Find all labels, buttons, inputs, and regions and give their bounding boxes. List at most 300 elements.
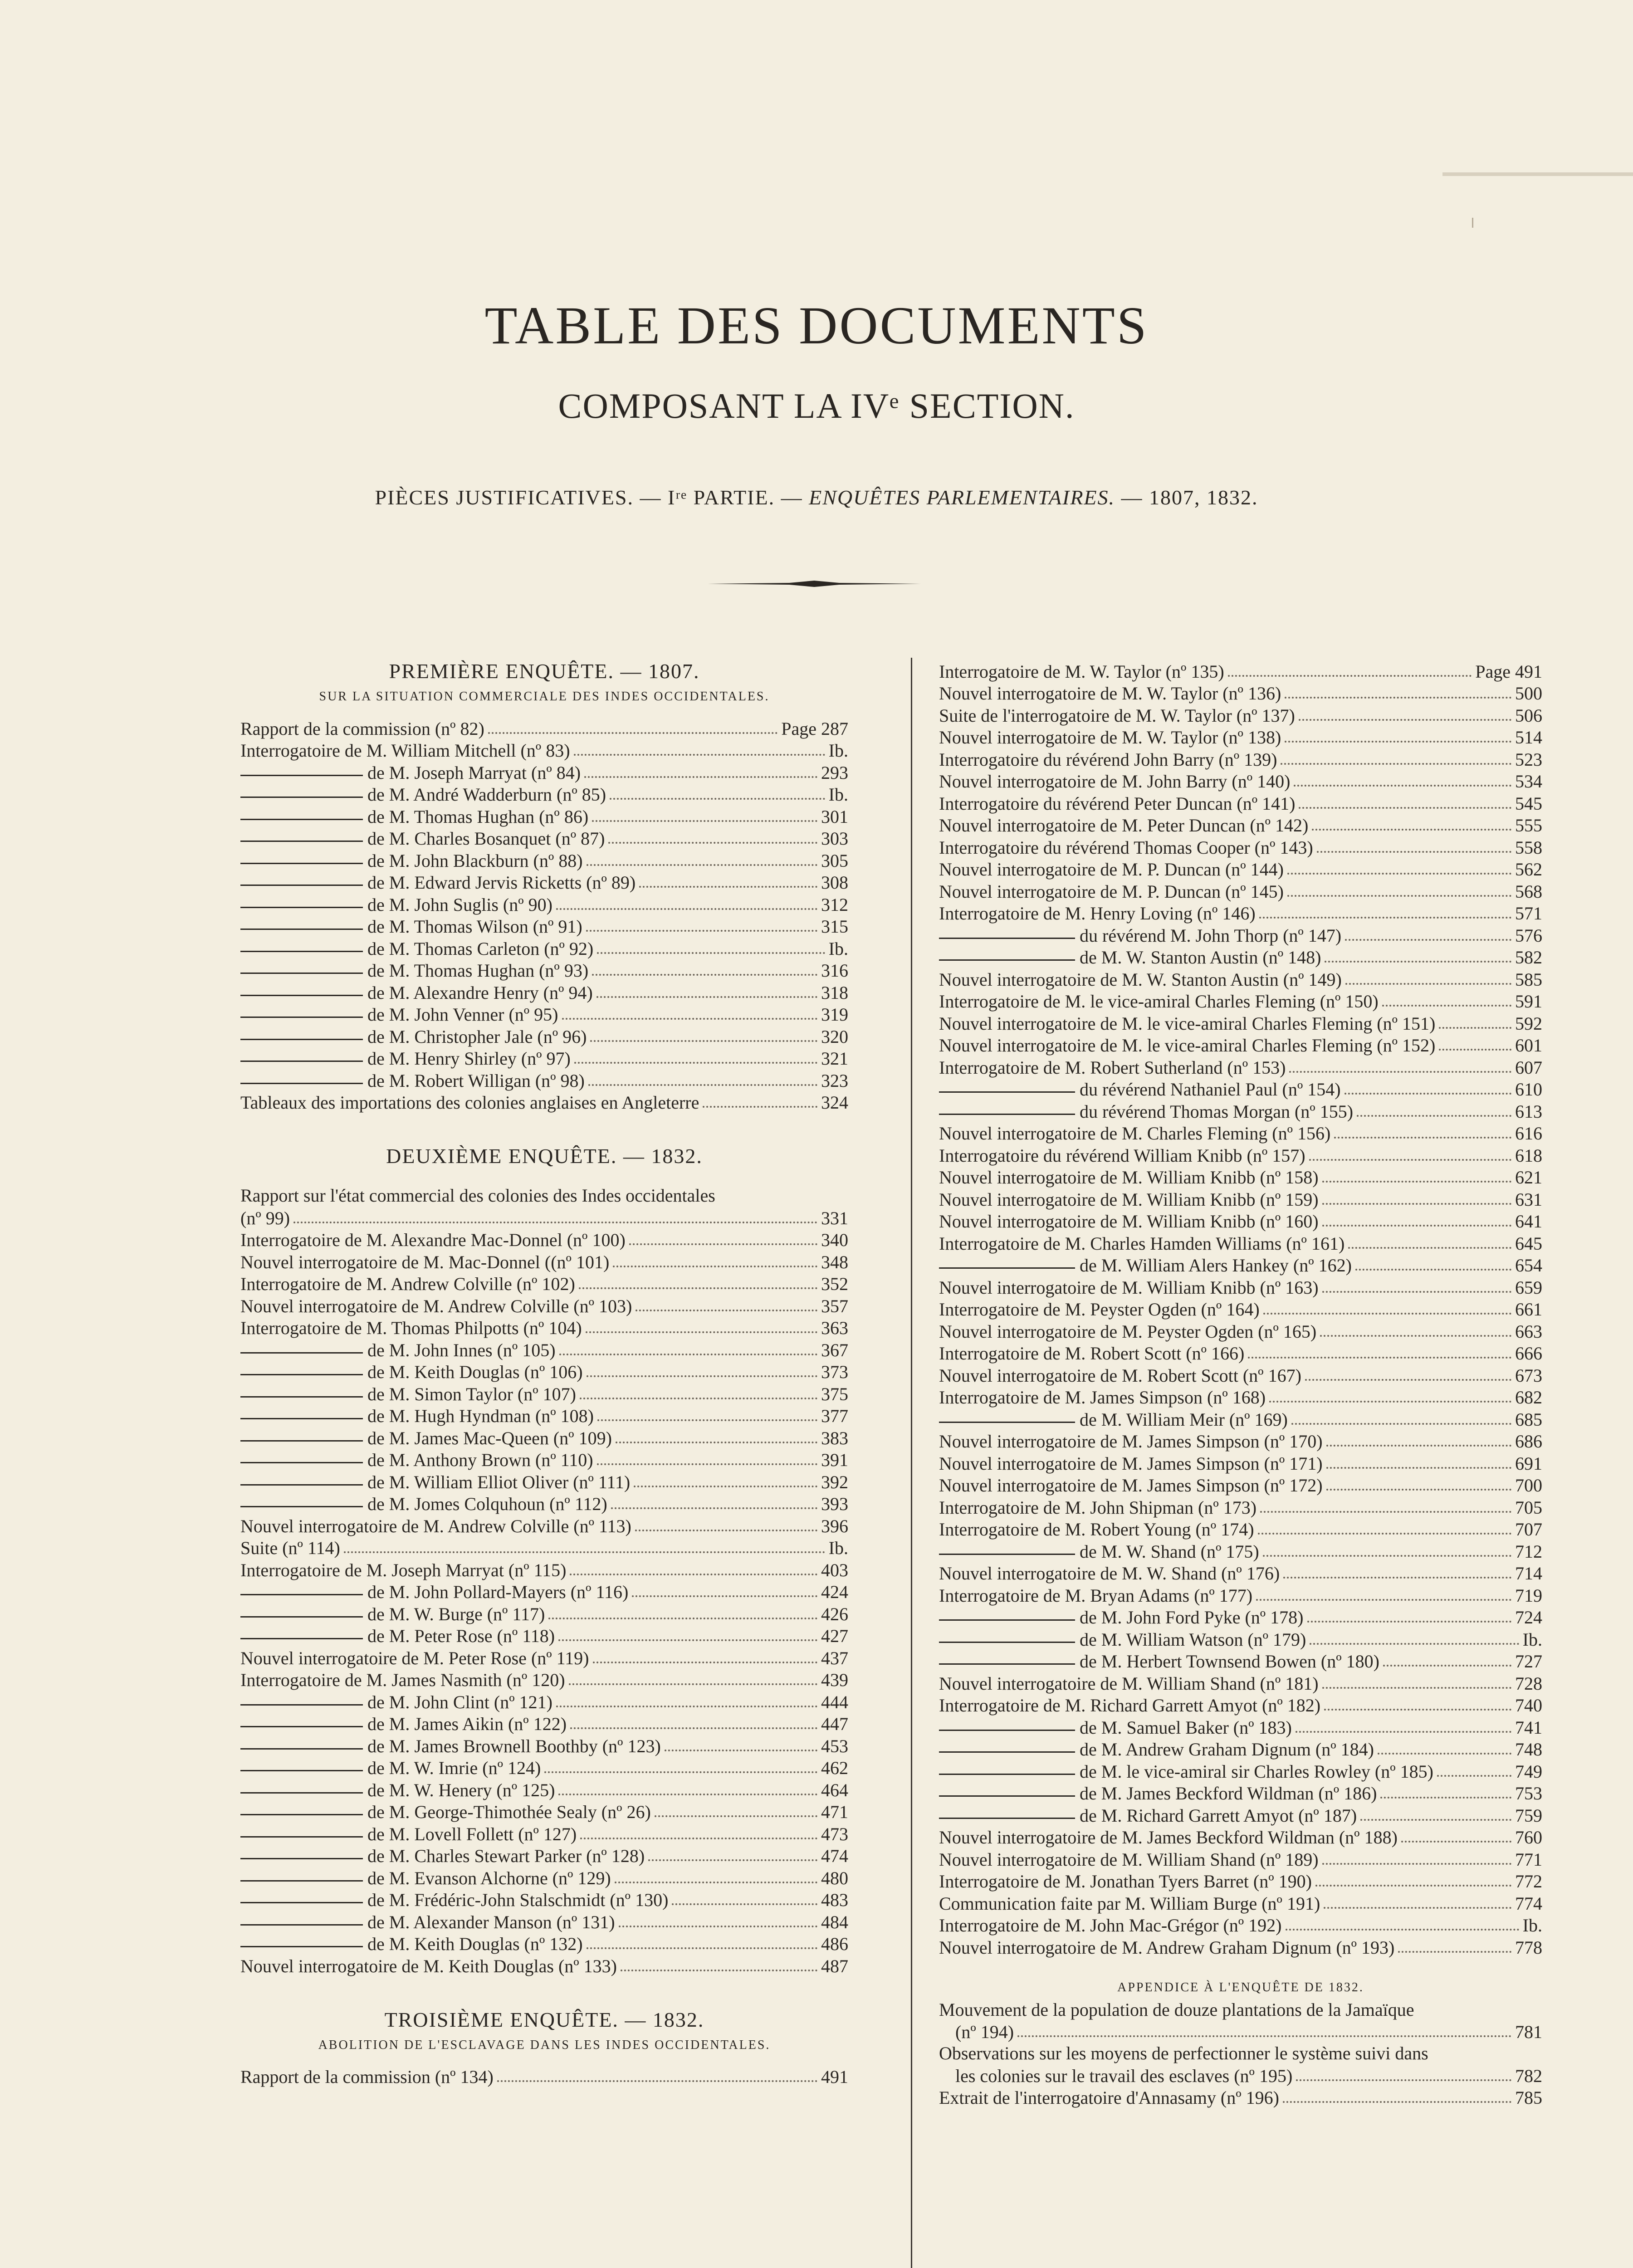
entry-page: 607 [1515,1057,1542,1078]
ditto-rule [240,863,363,864]
entry-text: de M. John Pollard-Mayers (nº 116) [367,1582,629,1602]
leader-dots [621,1970,817,1971]
leader-dots [1334,1137,1511,1139]
entry-text: de M. Thomas Carleton (nº 92) [367,938,594,959]
leader-dots [703,1106,817,1108]
toc-entry[interactable] [240,1339,848,1361]
toc-entry[interactable] [939,1804,1542,1826]
entry-page: 576 [1515,925,1542,946]
entry-page: 700 [1515,1475,1542,1496]
leader-dots [616,1442,817,1443]
leader-dots [629,1243,817,1245]
toc-entry[interactable] [939,1386,1542,1408]
toc-entry[interactable] [939,1144,1542,1166]
toc-entry[interactable] [939,1100,1542,1122]
entry-text: de M. Herbert Townsend Bowen (nº 180) [1080,1651,1379,1672]
ditto-rule [240,1616,363,1618]
toc-entry[interactable] [240,1955,848,1977]
entry-page: 375 [821,1383,848,1404]
leader-dots [1309,1159,1511,1161]
toc-entry[interactable] [939,1936,1542,1958]
toc-entry[interactable] [240,1295,848,1317]
entry-page: 483 [821,1890,848,1910]
entry-text: Nouvel interrogatoire de M. le vice-amiral Charles Fleming (nº 151) [939,1013,1436,1034]
toc-entry[interactable] [240,717,848,739]
toc-entry[interactable] [939,924,1542,946]
toc-entry[interactable] [939,968,1542,990]
entry-text: Interrogatoire du révérend Thomas Cooper (nº 143) [939,837,1313,858]
toc-entry[interactable] [939,1716,1542,1738]
toc-entry[interactable] [240,1581,848,1603]
ditto-rule [240,1814,363,1815]
toc-entry[interactable] [939,1056,1542,1078]
toc-entry[interactable] [240,1735,848,1757]
leader-dots [558,1639,817,1641]
entry-page: 571 [1515,903,1542,924]
toc-entry[interactable] [939,1848,1542,1870]
entry-page: 403 [821,1559,848,1580]
entry-text: Nouvel interrogatoire de M. Robert Scott (nº 167) [939,1365,1301,1386]
entry-text: de M. Edward Jervis Ricketts (nº 89) [367,872,636,893]
leader-dots [1285,741,1511,743]
toc-entry[interactable] [939,1650,1542,1672]
ditto-rule [240,1352,363,1354]
leader-dots [1317,851,1511,853]
leader-dots [344,1551,825,1553]
entry-text: Nouvel interrogatoire de M. Peter Duncan (nº 142) [939,815,1309,836]
toc-entry[interactable] [939,1496,1542,1518]
appendix-list [939,1999,1542,2087]
toc-entry[interactable] [240,2066,848,2088]
entry-page: 714 [1515,1563,1542,1584]
leader-dots [1437,1775,1511,1777]
ditto-rule [240,1506,363,1507]
entry-text-cont: (nº 194) [955,2022,1014,2042]
entry-page: 424 [821,1582,848,1602]
toc-entry[interactable] [939,1518,1542,1540]
toc-entry[interactable] [240,937,848,959]
toc-entry[interactable] [939,1342,1542,1364]
entry-text: Rapport sur l'état commercial des colonies des Indes occidentales [240,1185,715,1206]
entry-text: de M. Anthony Brown (nº 110) [367,1450,593,1470]
entry-text: Nouvel interrogatoire de M. W. Taylor (nº 138) [939,727,1281,748]
part-years: — 1807, 1832. [1115,486,1258,509]
leader-dots [1326,1445,1511,1447]
toc-entry[interactable] [240,1713,848,1735]
leader-dots [648,1859,817,1861]
leader-dots [1326,1467,1511,1469]
entry-text: de M. Henry Shirley (nº 97) [367,1048,571,1069]
entry-page: 439 [821,1670,848,1690]
entry-text: de M. W. Shand (nº 175) [1080,1541,1259,1562]
entry-page: 427 [821,1626,848,1646]
toc-entry[interactable] [939,1782,1542,1804]
entry-page: 771 [1515,1849,1542,1870]
toc-entry[interactable] [240,1383,848,1405]
toc-entry[interactable] [240,981,848,1003]
toc-entry[interactable] [939,1012,1542,1034]
column-divider [911,658,912,2268]
toc-entry[interactable] [939,1760,1542,1782]
entry-page: 749 [1515,1761,1542,1782]
toc-entry[interactable] [939,814,1542,836]
toc-entry[interactable] [240,915,848,938]
ditto-rule [240,1418,363,1419]
ditto-rule [939,938,1075,939]
toc-entry[interactable] [939,1672,1542,1694]
entry-page: 301 [821,806,848,827]
toc-entry[interactable] [939,1452,1542,1474]
toc-entry[interactable] [939,1364,1542,1386]
entry-page: 462 [821,1758,848,1778]
entry-page: 621 [1515,1167,1542,1188]
toc-entry[interactable] [240,1911,848,1933]
toc-entry[interactable] [939,858,1542,880]
ditto-rule [240,885,363,886]
leader-dots [548,1618,817,1619]
entry-text-cont: les colonies sur le travail des esclaves (nº 195) [955,2065,1293,2086]
toc-entry[interactable] [240,1691,848,1713]
entry-page: 308 [821,872,848,893]
entry-text: de M. William Meir (nº 169) [1080,1409,1288,1430]
entry-page: 464 [821,1779,848,1800]
toc-entry[interactable] [240,827,848,850]
entry-page: 316 [821,960,848,981]
part-italic: ENQUÊTES PARLEMENTAIRES. [809,486,1115,509]
toc-entry[interactable] [939,1826,1542,1848]
toc-entry[interactable] [240,1867,848,1889]
entry-text: de M. John Clint (nº 121) [367,1691,552,1712]
toc-entry[interactable] [240,739,848,762]
section-subtitle-1: SUR LA SITUATION COMMERCIALE DES INDES OCCIDENTALES. [319,689,770,704]
toc-entry[interactable] [939,1738,1542,1760]
leader-dots [1286,1929,1519,1931]
entry-text: Interrogatoire de M. le vice-amiral Charles Fleming (nº 150) [939,991,1379,1012]
toc-entry[interactable] [939,2087,1542,2109]
toc-entry[interactable] [939,1078,1542,1100]
toc-entry[interactable] [939,2043,1542,2087]
entry-text: Suite (nº 114) [240,1538,340,1558]
toc-entry[interactable] [939,1298,1542,1320]
toc-entry[interactable] [240,1317,848,1339]
entry-text: de M. Thomas Hughan (nº 93) [367,960,589,981]
toc-entry[interactable] [939,880,1542,902]
toc-entry[interactable] [939,1122,1542,1144]
entry-text: Interrogatoire de M. Bryan Adams (nº 177) [939,1585,1253,1606]
left-column [240,660,848,2087]
leader-dots [1322,1181,1511,1183]
entry-text: de M. Thomas Wilson (nº 91) [367,916,582,937]
leader-dots [613,1266,817,1267]
toc-entry[interactable] [939,1892,1542,1914]
entry-page: 392 [821,1471,848,1492]
entry-page: 585 [1515,969,1542,990]
leader-dots [580,1838,817,1839]
toc-entry[interactable] [939,1034,1542,1056]
leader-dots [1345,983,1511,985]
toc-entry[interactable] [939,660,1542,682]
toc-entry[interactable] [240,1361,848,1383]
leader-dots [580,1398,817,1399]
entry-text: Interrogatoire du révérend John Barry (nº 139) [939,749,1277,770]
entry-page: 437 [821,1647,848,1668]
leader-dots [665,1750,817,1751]
entry-text: de M. Robert Willigan (nº 98) [367,1070,585,1091]
toc-entry[interactable] [240,1273,848,1295]
entry-page: 447 [821,1714,848,1734]
entry-text: de M. Keith Douglas (nº 132) [367,1934,583,1954]
leader-dots [593,1662,818,1663]
toc-entry[interactable] [240,1069,848,1091]
ditto-rule [240,1748,363,1750]
leader-dots [556,908,817,910]
toc-entry[interactable] [939,726,1542,748]
toc-entry[interactable] [939,1320,1542,1342]
leader-dots [639,886,817,888]
entry-page: 348 [821,1251,848,1272]
toc-entry[interactable] [240,805,848,827]
leader-dots [1263,1555,1511,1557]
leader-dots [1299,719,1511,721]
ditto-rule [939,1422,1075,1423]
ditto-rule [240,1396,363,1398]
leader-dots [1296,2079,1511,2081]
toc-entry[interactable] [240,1823,848,1845]
ditto-rule [240,841,363,842]
toc-entry[interactable] [240,1493,848,1515]
entry-text-cont: (nº 99) [240,1207,290,1228]
entry-text: de M. George-Thimothée Sealy (nº 26) [367,1802,651,1822]
entry-text: de M. Peter Rose (nº 118) [367,1626,555,1646]
entry-text: de M. Thomas Hughan (nº 86) [367,806,589,827]
leader-dots [1382,1005,1511,1007]
toc-entry[interactable] [240,1669,848,1691]
toc-entry[interactable] [939,748,1542,770]
entry-page: 523 [1515,749,1542,770]
leader-dots [635,1530,817,1531]
toc-entry[interactable] [240,1559,848,1581]
entry-page: 545 [1515,793,1542,814]
entry-text: de M. Christopher Jale (nº 96) [367,1026,587,1047]
entry-page: 486 [821,1934,848,1954]
leader-dots [1269,1401,1511,1403]
entry-text: de M. John Ford Pyke (nº 178) [1080,1607,1304,1628]
toc-entry[interactable] [939,836,1542,858]
leader-dots [586,1331,817,1333]
leader-dots [1439,1049,1511,1051]
leader-dots [597,1463,817,1465]
toc-entry[interactable] [240,1449,848,1471]
entry-text: de M. André Wadderburn (nº 85) [367,784,606,805]
toc-entry[interactable] [939,1540,1542,1562]
entry-page: 782 [1515,2065,1542,2086]
entry-text: de M. Charles Stewart Parker (nº 128) [367,1846,645,1866]
entry-page: 471 [821,1802,848,1822]
toc-entry[interactable] [240,1471,848,1493]
leader-dots [592,820,817,822]
leader-dots [488,732,777,734]
toc-entry[interactable] [939,1254,1542,1276]
paper-stain [1442,172,1633,176]
leader-dots [1017,2035,1511,2037]
leader-dots [619,1926,817,1927]
entry-text: Interrogatoire de M. Henry Loving (nº 146) [939,903,1256,924]
toc-entry[interactable] [240,871,848,894]
entry-text: Nouvel interrogatoire de M. W. Shand (nº 176) [939,1563,1280,1584]
toc-entry[interactable] [939,1606,1542,1628]
toc-entry[interactable] [240,1251,848,1273]
toc-entry[interactable] [240,783,848,806]
toc-entry[interactable] [939,1210,1542,1232]
toc-entry[interactable] [240,1625,848,1647]
ditto-rule [939,1751,1075,1753]
entry-text: de M. James Brownell Boothby (nº 123) [367,1735,661,1756]
ditto-rule [240,1924,363,1926]
entry-text: Nouvel interrogatoire de M. James Simpson (nº 170) [939,1431,1323,1452]
toc-entry[interactable] [939,1232,1542,1254]
entry-page: 772 [1515,1871,1542,1892]
toc-entry[interactable] [939,902,1542,924]
toc-entry[interactable] [240,1647,848,1669]
entry-page: Ib. [828,784,848,805]
entry-text: du révérend Thomas Morgan (nº 155) [1080,1101,1354,1122]
entry-text: Suite de l'interrogatoire de M. W. Taylor (nº 137) [939,705,1295,726]
ditto-rule [240,1039,363,1040]
entry-page: 396 [821,1515,848,1536]
entry-page: 727 [1515,1651,1542,1672]
toc-entry[interactable] [939,1474,1542,1496]
toc-entry[interactable] [240,1889,848,1911]
entry-page: 661 [1515,1299,1542,1320]
toc-entry[interactable] [240,1405,848,1427]
toc-entry[interactable] [240,1801,848,1823]
toc-entry[interactable] [939,1584,1542,1606]
toc-entry[interactable] [939,1914,1542,1936]
toc-entry[interactable] [939,770,1542,792]
entry-text: de M. le vice-amiral sir Charles Rowley (nº 185) [1080,1761,1433,1782]
entry-page: 712 [1515,1541,1542,1562]
toc-entry[interactable] [939,946,1542,968]
leader-dots [570,1727,817,1729]
ditto-rule [240,1858,363,1859]
toc-entry[interactable] [939,1276,1542,1298]
toc-entry[interactable] [939,704,1542,726]
toc-entry[interactable] [939,1694,1542,1716]
entry-text: Interrogatoire de M. Thomas Philpotts (nº 104) [240,1318,582,1338]
toc-entry[interactable] [939,990,1542,1012]
ditto-rule [240,1836,363,1838]
entry-page: 686 [1515,1431,1542,1452]
entry-page: 592 [1515,1013,1542,1034]
appendix-title: APPENDICE À L'ENQUÊTE DE 1832. [1117,1980,1364,1994]
toc-entry[interactable] [939,1188,1542,1210]
toc-entry[interactable] [240,1757,848,1779]
entry-page: 645 [1515,1233,1542,1254]
entry-text: Nouvel interrogatoire de M. Peter Rose (nº 119) [240,1647,589,1668]
toc-entry[interactable] [240,1427,848,1449]
toc-entry[interactable] [240,1025,848,1047]
leader-dots [615,1882,817,1883]
leader-dots [588,1084,817,1086]
toc-entry[interactable] [240,1515,848,1537]
toc-entry[interactable] [240,1933,848,1955]
leader-dots [1310,1643,1519,1645]
entry-page: Ib. [1522,1629,1542,1650]
toc-entry[interactable] [240,1537,848,1559]
toc-entry[interactable] [240,1003,848,1026]
entry-text: de M. W. Henery (nº 125) [367,1779,555,1800]
leader-dots [1324,1907,1511,1909]
entry-text: de M. John Venner (nº 95) [367,1004,558,1025]
entry-page: 631 [1515,1189,1542,1210]
entry-page: 453 [821,1735,848,1756]
toc-entry[interactable] [240,959,848,982]
toc-entry[interactable] [939,1408,1542,1430]
entry-text: de M. Alexander Manson (nº 131) [367,1911,615,1932]
entry-page: Ib. [828,1538,848,1558]
toc-entry[interactable] [240,1845,848,1867]
entry-text: de M. Hugh Hyndman (nº 108) [367,1406,594,1426]
toc-entry[interactable] [939,1562,1542,1584]
entry-page: 707 [1515,1519,1542,1540]
entry-text: de M. Frédéric-John Stalschmidt (nº 130) [367,1890,669,1910]
entry-text: Nouvel interrogatoire de M. William Knibb (nº 163) [939,1277,1319,1298]
toc-entry[interactable] [240,1091,848,1114]
ditto-rule [939,1114,1075,1115]
leader-dots [1299,807,1511,809]
leader-dots [1401,1841,1511,1843]
entry-text: Interrogatoire du révérend William Knibb (nº 157) [939,1145,1305,1166]
leader-dots [1263,1313,1511,1315]
toc-entry[interactable] [939,1999,1542,2043]
entry-text: Nouvel interrogatoire de M. John Barry (nº 140) [939,771,1291,792]
entry-page: 663 [1515,1321,1542,1342]
toc-entry[interactable] [939,1628,1542,1650]
entry-page: 391 [821,1450,848,1470]
toc-entry[interactable] [240,1779,848,1801]
entry-text: Interrogatoire de M. Andrew Colville (nº 102) [240,1274,575,1294]
entry-page: 303 [821,828,848,849]
entry-text: de M. W. Stanton Austin (nº 148) [1080,947,1321,968]
leader-dots [610,798,825,800]
toc-entry[interactable] [240,893,848,915]
entry-text: Nouvel interrogatoire de M. William Knibb (nº 160) [939,1211,1319,1232]
entry-text: de M. Joseph Marryat (nº 84) [367,762,581,783]
toc-entry[interactable] [240,1229,848,1251]
toc-entry[interactable] [939,1166,1542,1188]
toc-entry[interactable] [939,1870,1542,1892]
leader-dots [1312,829,1511,831]
section-title-1: PREMIÈRE ENQUÊTE. — 1807. [389,660,700,683]
entry-text: du révérend Nathaniel Paul (nº 154) [1080,1079,1341,1100]
toc-entry[interactable] [240,1185,848,1229]
ditto-rule [240,1880,363,1882]
entry-text: de M. Evanson Alchorne (nº 129) [367,1867,611,1888]
toc-entry[interactable] [939,792,1542,814]
entry-page: 618 [1515,1145,1542,1166]
ditto-rule [939,1267,1075,1269]
entry-text: de M. W. Burge (nº 117) [367,1603,545,1624]
toc-entry[interactable] [240,849,848,871]
toc-entry[interactable] [240,1047,848,1070]
toc-entry[interactable] [939,682,1542,704]
part-line [0,485,1633,509]
leader-dots [1383,1665,1511,1667]
toc-entry[interactable] [240,761,848,783]
entry-page: 748 [1515,1739,1542,1760]
toc-entry[interactable] [240,1603,848,1625]
toc-entry[interactable] [939,1430,1542,1452]
